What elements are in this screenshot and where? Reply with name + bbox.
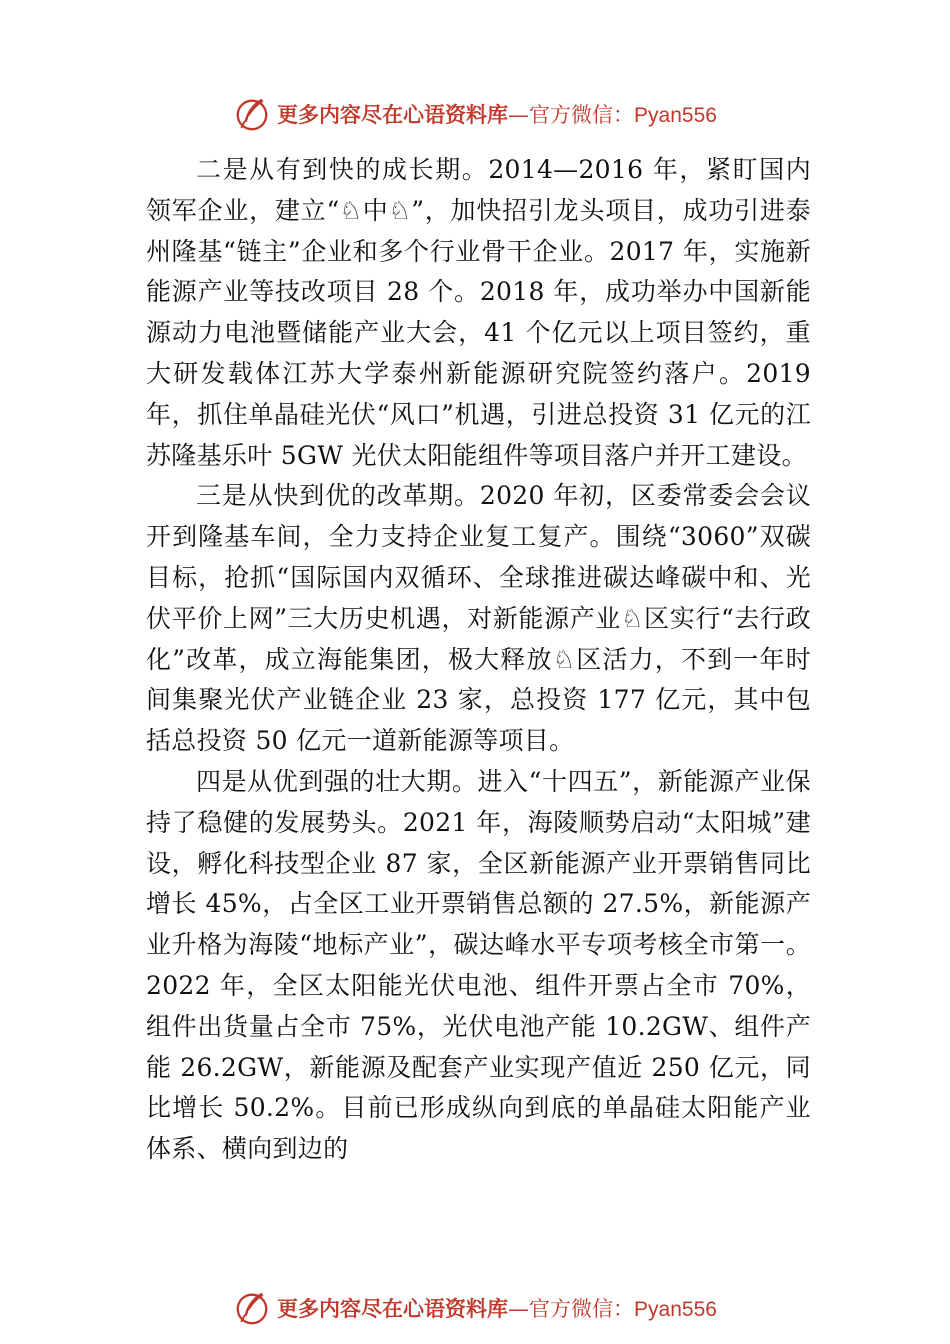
header-banner: [0, 92, 950, 136]
paragraph-growth-period: 二是从有到快的成长期。2014—2016 年，紧盯国内领军企业，建立“♘中♘”，加快招引龙头项目，成功引进泰州隆基“链主”企业和多个行业骨干企业。2017 年，实施新能源产业等技改项目 28 个。2018 年，成功举办中国新能源动力电池暨储能产业大会，41 个亿元以上项目签约，重大研发载体江苏大学泰州新能源研究院签约落户。2019 年，抓住单晶硅光伏“风口”机遇，引进总投资 31 亿元的江苏隆基乐叶 5GW 光伏太阳能组件等项目落户并开工建设。: [146, 155, 811, 470]
header-label: 官方微信：: [529, 103, 635, 127]
footer-brand: 更多内容尽在心语资料库: [277, 1296, 509, 1321]
header-separator: —: [508, 103, 530, 127]
footer-separator: —: [508, 1297, 530, 1321]
footer-banner: [0, 1286, 950, 1330]
footer-wechat-id: Pyan556: [634, 1298, 717, 1321]
paragraph-reform-period: 三是从快到优的改革期。2020 年初，区委常委会会议开到隆基车间，全力支持企业复工复产。围绕“3060”双碳目标，抢抓“国际国内双循环、全球推进碳达峰碳中和、光伏平价上网”三大历史机遇，对新能源产业♘区实行“去行政化”改革，成立海能集团，极大释放♘区活力，不到一年时间集聚光伏产业链企业 23 家，总投资 177 亿元，其中包括总投资 50 亿元一道新能源等项目。: [146, 481, 811, 756]
quill-pen-circle-icon: [233, 1289, 271, 1327]
document-body: [146, 150, 811, 1170]
header-brand: 更多内容尽在心语资料库: [277, 102, 509, 127]
paragraph-expansion-period: 四是从优到强的壮大期。进入“十四五”，新能源产业保持了稳健的发展势头。2021 年，海陵顺势启动“太阳城”建设，孵化科技型企业 87 家，全区新能源产业开票销售同比增长 45%，占全区工业开票销售总额的 27.5%，新能源产业升格为海陵“地标产业”，碳达峰水平专项考核全市第一。2022 年，全区太阳能光伏电池、组件开票占全市 70%，组件出货量占全市 75%，光伏电池产能 10.2GW、组件产能 26.2GW，新能源及配套产业实现产值近 250 亿元，同比增长 50.2%。目前已形成纵向到底的单晶硅太阳能产业体系、横向到边的: [146, 766, 811, 1164]
footer-label: 官方微信：: [529, 1297, 635, 1321]
header-wechat-id: Pyan556: [634, 104, 717, 127]
header-text: [277, 99, 717, 129]
footer-text: [277, 1293, 717, 1323]
quill-pen-circle-icon: [233, 95, 271, 133]
